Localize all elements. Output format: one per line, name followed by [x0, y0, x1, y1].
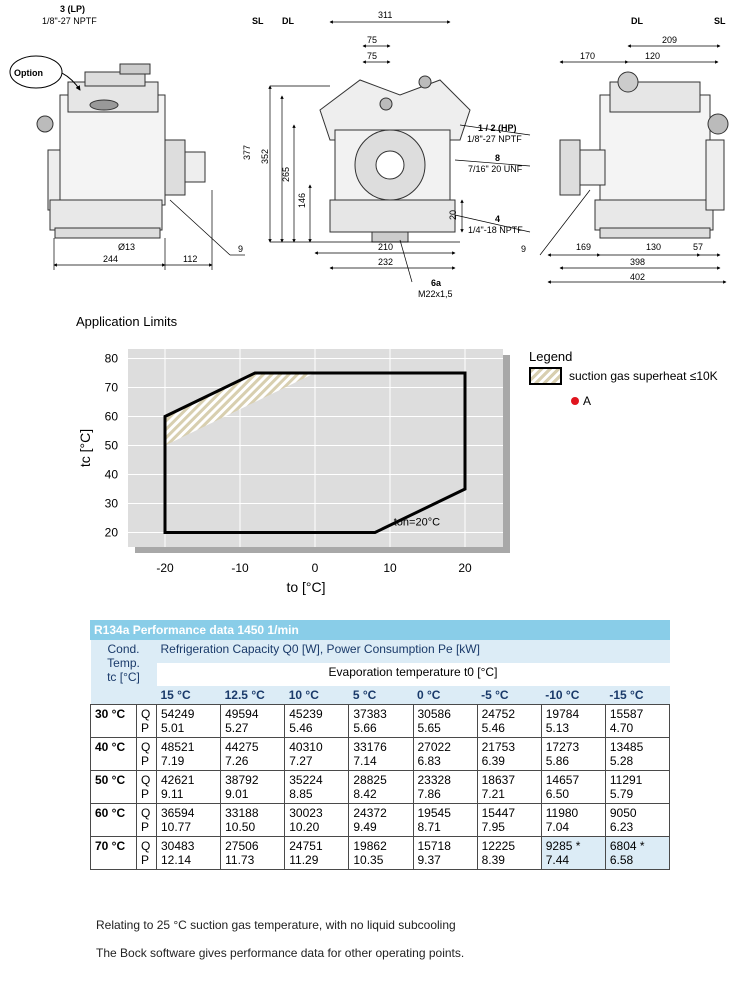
capacity-value: 24751: [289, 839, 323, 853]
y-tick-label: 20: [104, 525, 118, 540]
side-view-left: [10, 56, 205, 238]
capacity-value: 14657: [545, 773, 580, 787]
capacity-header: Refrigeration Capacity Q0 [W], Power Consumption Pe [kW]: [157, 640, 670, 663]
data-cell: [605, 804, 669, 837]
sl-label-center: SL: [252, 16, 264, 26]
dim-170: 170: [580, 51, 596, 61]
dl-label-center: DL: [282, 16, 294, 26]
q-label: Q: [141, 740, 151, 754]
power-value: 7.14: [353, 754, 377, 768]
data-cell: [349, 771, 413, 804]
p-label: P: [141, 754, 150, 768]
data-cell: [221, 738, 285, 771]
data-cell: [605, 705, 669, 738]
capacity-value: 19784: [545, 707, 580, 721]
legend-hatch-swatch: [529, 367, 562, 385]
dim-146: 146: [297, 192, 307, 208]
power-value: 5.79: [609, 787, 634, 801]
x-axis-label: to [°C]: [286, 579, 326, 595]
legend-red-dot-icon: [571, 397, 579, 405]
dim-244: 244: [103, 254, 119, 264]
capacity-value: 24372: [353, 806, 387, 820]
data-cell: [285, 705, 349, 738]
thread-4: 1/4"-18 NPTF: [468, 225, 523, 235]
evap-temp-header: Evaporation temperature t0 [°C]: [328, 665, 498, 679]
qp-label-cell: [137, 771, 157, 804]
data-cell: [285, 771, 349, 804]
data-cell: [285, 804, 349, 837]
capacity-value: 21753: [481, 740, 515, 754]
x-tick-label: -10: [231, 561, 249, 575]
power-value: 5.46: [481, 721, 505, 735]
y-tick-label: 40: [104, 467, 118, 482]
power-value: 10.35: [353, 853, 384, 867]
data-cell: [221, 771, 285, 804]
data-cell: [157, 804, 221, 837]
capacity-value: 30586: [417, 707, 451, 721]
q-label: Q: [141, 806, 151, 820]
data-cell: [349, 738, 413, 771]
data-cell: [413, 738, 477, 771]
y-axis-label: tc [°C]: [77, 428, 93, 468]
note-suction-gas: Relating to 25 °C suction gas temperature, with no liquid subcooling: [96, 918, 456, 932]
capacity-value: 33188: [225, 806, 259, 820]
data-cell: [285, 837, 349, 870]
dim-120: 120: [645, 51, 661, 61]
data-cell: [541, 771, 605, 804]
x-tick-label: 0: [311, 561, 319, 575]
x-tick-label: -20: [156, 561, 174, 575]
callout-9-center: 9: [521, 244, 527, 254]
y-tick-label: 30: [104, 496, 118, 511]
dim-130: 130: [646, 242, 662, 252]
p-label: P: [141, 787, 150, 801]
application-limits-title: Application Limits: [76, 314, 178, 329]
capacity-value: 15447: [481, 806, 515, 820]
capacity-value: 12225: [481, 839, 515, 853]
evap-temp-col: 5 °C: [349, 686, 413, 705]
callout-hp: 1 / 2 (HP): [478, 123, 517, 133]
power-value: 10.77: [161, 820, 192, 834]
dim-311: 311: [378, 10, 393, 20]
capacity-value: 6804 *: [609, 839, 645, 853]
data-cell: [605, 837, 669, 870]
q-label: Q: [141, 773, 151, 787]
capacity-value: 37383: [353, 707, 387, 721]
power-value: 8.85: [289, 787, 313, 801]
thread-6a: M22x1,5: [418, 289, 453, 299]
qp-label-cell: [137, 804, 157, 837]
callout-8: 8: [495, 153, 501, 163]
application-limits-chart: [70, 345, 520, 600]
data-cell: [477, 705, 541, 738]
power-value: 10.20: [289, 820, 320, 834]
y-tick-label: 70: [104, 380, 118, 395]
dim-402: 402: [630, 272, 646, 282]
cond-temp-cell: 30 °C: [91, 705, 137, 738]
power-value: 12.14: [161, 853, 192, 867]
performance-panel: [90, 620, 670, 870]
cond-temp-header: [91, 640, 157, 686]
power-value: 5.13: [545, 721, 570, 735]
q-label: Q: [141, 839, 151, 853]
capacity-value: 35224: [289, 773, 323, 787]
capacity-value: 11291: [609, 773, 643, 787]
capacity-value: 28825: [353, 773, 387, 787]
p-label: P: [141, 853, 150, 867]
legend-item-a: A: [583, 394, 592, 408]
data-cell: [477, 771, 541, 804]
dim-75b: 75: [367, 51, 378, 61]
data-cell: [221, 705, 285, 738]
capacity-value: 15587: [609, 707, 644, 721]
dim-20: 20: [448, 209, 458, 220]
performance-table: [90, 640, 670, 870]
table-row: [91, 738, 670, 771]
data-cell: [605, 738, 669, 771]
dim-265: 265: [281, 166, 291, 182]
dim-169: 169: [576, 242, 592, 252]
qp-label-cell: [137, 705, 157, 738]
data-cell: [541, 804, 605, 837]
data-cell: [157, 837, 221, 870]
power-value: 6.50: [545, 787, 570, 801]
x-tick-label: 10: [383, 561, 397, 575]
power-value: 6.39: [481, 754, 505, 768]
toh-annotation: toh=20°C: [393, 516, 441, 529]
callout-4: 4: [495, 214, 501, 224]
tc-label: tc [°C]: [107, 670, 140, 684]
data-cell: [157, 738, 221, 771]
power-value: 8.42: [353, 787, 377, 801]
thread-hp: 1/8"-27 NPTF: [467, 134, 522, 144]
capacity-value: 30483: [161, 839, 195, 853]
side-view-right: [560, 72, 728, 238]
cond-label: Cond.: [107, 642, 140, 656]
power-value: 8.71: [417, 820, 441, 834]
legend-item-superheat: suction gas superheat ≤10K: [569, 369, 718, 383]
p-label: P: [141, 721, 150, 735]
data-cell: [349, 837, 413, 870]
power-value: 6.23: [609, 820, 634, 834]
data-cell: [477, 837, 541, 870]
power-value: 8.39: [481, 853, 505, 867]
power-value: 7.44: [545, 853, 570, 867]
power-value: 9.01: [225, 787, 249, 801]
data-cell: [541, 837, 605, 870]
dia-label: Ø13: [118, 242, 136, 252]
power-value: 5.46: [289, 721, 313, 735]
power-value: 10.50: [225, 820, 256, 834]
capacity-value: 19862: [353, 839, 387, 853]
power-value: 5.65: [417, 721, 441, 735]
data-cell: [349, 705, 413, 738]
capacity-value: 48521: [161, 740, 195, 754]
callout-6a: 6a: [431, 278, 442, 288]
power-value: 7.86: [417, 787, 441, 801]
option-label: Option: [14, 68, 43, 78]
cond-temp-cell: 60 °C: [91, 804, 137, 837]
data-cell: [541, 705, 605, 738]
capacity-value: 40310: [289, 740, 323, 754]
dim-75a: 75: [367, 35, 378, 45]
power-value: 5.27: [225, 721, 249, 735]
table-row: [91, 771, 670, 804]
evap-temp-col: -5 °C: [477, 686, 541, 705]
capacity-value: 17273: [545, 740, 580, 754]
table-row: [91, 705, 670, 738]
power-value: 9.37: [417, 853, 441, 867]
dl-label-right: DL: [631, 16, 643, 26]
data-cell: [413, 804, 477, 837]
lp-port-label: 3 (LP): [60, 4, 86, 14]
legend-title: Legend: [529, 349, 573, 364]
temp-label: Temp.: [107, 656, 140, 670]
capacity-value: 54249: [161, 707, 195, 721]
capacity-value: 33176: [353, 740, 387, 754]
power-value: 7.04: [545, 820, 570, 834]
capacity-value: 42621: [161, 773, 195, 787]
dim-57: 57: [693, 242, 704, 252]
dim-112: 112: [183, 254, 198, 264]
power-value: 11.73: [225, 853, 255, 867]
power-value: 7.27: [289, 754, 313, 768]
power-value: 5.66: [353, 721, 377, 735]
data-cell: [477, 738, 541, 771]
power-value: 7.95: [481, 820, 505, 834]
capacity-value: 13485: [609, 740, 644, 754]
capacity-value: 38792: [225, 773, 259, 787]
data-cell: [157, 705, 221, 738]
data-cell: [157, 771, 221, 804]
capacity-value: 49594: [225, 707, 259, 721]
thread-8: 7/16" 20 UNF: [468, 164, 523, 174]
table-row: [91, 837, 670, 870]
capacity-value: 19545: [417, 806, 451, 820]
compressor-drawing: [0, 0, 750, 305]
dim-352: 352: [260, 148, 270, 164]
capacity-value: 9285 *: [545, 839, 581, 853]
power-value: 5.86: [545, 754, 570, 768]
data-cell: [349, 804, 413, 837]
power-value: 9.11: [161, 787, 184, 801]
corner-cell: [91, 686, 157, 705]
data-cell: [605, 771, 669, 804]
evap-temp-col: 10 °C: [285, 686, 349, 705]
qp-label-cell: [137, 837, 157, 870]
power-value: 7.19: [161, 754, 185, 768]
cond-temp-cell: 70 °C: [91, 837, 137, 870]
dim-377: 377: [242, 144, 252, 160]
p-label: P: [141, 820, 150, 834]
capacity-value: 36594: [161, 806, 195, 820]
capacity-value: 15718: [417, 839, 451, 853]
qp-label-cell: [137, 738, 157, 771]
evap-temp-col: 12.5 °C: [221, 686, 285, 705]
power-value: 7.21: [481, 787, 505, 801]
power-value: 7.26: [225, 754, 249, 768]
dim-398: 398: [630, 257, 646, 267]
capacity-value: 9050: [609, 806, 637, 820]
evap-temp-col: -10 °C: [541, 686, 605, 705]
data-cell: [477, 804, 541, 837]
q-label: Q: [141, 707, 151, 721]
data-cell: [413, 837, 477, 870]
power-value: 5.01: [161, 721, 185, 735]
data-cell: [413, 771, 477, 804]
capacity-value: 18637: [481, 773, 515, 787]
power-value: 6.83: [417, 754, 441, 768]
cond-temp-cell: 40 °C: [91, 738, 137, 771]
data-cell: [285, 738, 349, 771]
power-value: 9.49: [353, 820, 377, 834]
capacity-value: 30023: [289, 806, 323, 820]
lp-port-thread: 1/8"-27 NPTF: [42, 16, 97, 26]
cond-temp-cell: 50 °C: [91, 771, 137, 804]
dim-210: 210: [378, 242, 394, 252]
capacity-value: 11980: [545, 806, 579, 820]
capacity-value: 44275: [225, 740, 259, 754]
performance-title: R134a Performance data 1450 1/min: [90, 620, 670, 640]
note-bock-software: The Bock software gives performance data for other operating points.: [96, 946, 465, 960]
evap-temp-col: -15 °C: [605, 686, 669, 705]
y-tick-label: 80: [104, 351, 118, 366]
power-value: 4.70: [609, 721, 634, 735]
power-value: 11.29: [289, 853, 319, 867]
sl-label-right: SL: [714, 16, 726, 26]
capacity-value: 27506: [225, 839, 259, 853]
data-cell: [541, 738, 605, 771]
y-tick-label: 60: [104, 409, 118, 424]
power-value: 5.28: [609, 754, 634, 768]
capacity-value: 45239: [289, 707, 323, 721]
data-cell: [413, 705, 477, 738]
dim-209: 209: [662, 35, 678, 45]
capacity-value: 27022: [417, 740, 451, 754]
dim-232: 232: [378, 257, 394, 267]
power-value: 6.58: [609, 853, 634, 867]
capacity-value: 23328: [417, 773, 451, 787]
evap-temp-col: 0 °C: [413, 686, 477, 705]
evap-temp-col: 15 °C: [157, 686, 221, 705]
callout-9-left: 9: [238, 244, 244, 254]
table-row: [91, 804, 670, 837]
capacity-value: 24752: [481, 707, 515, 721]
data-cell: [221, 804, 285, 837]
data-cell: [221, 837, 285, 870]
x-tick-label: 20: [458, 561, 472, 575]
y-tick-label: 50: [104, 438, 118, 453]
